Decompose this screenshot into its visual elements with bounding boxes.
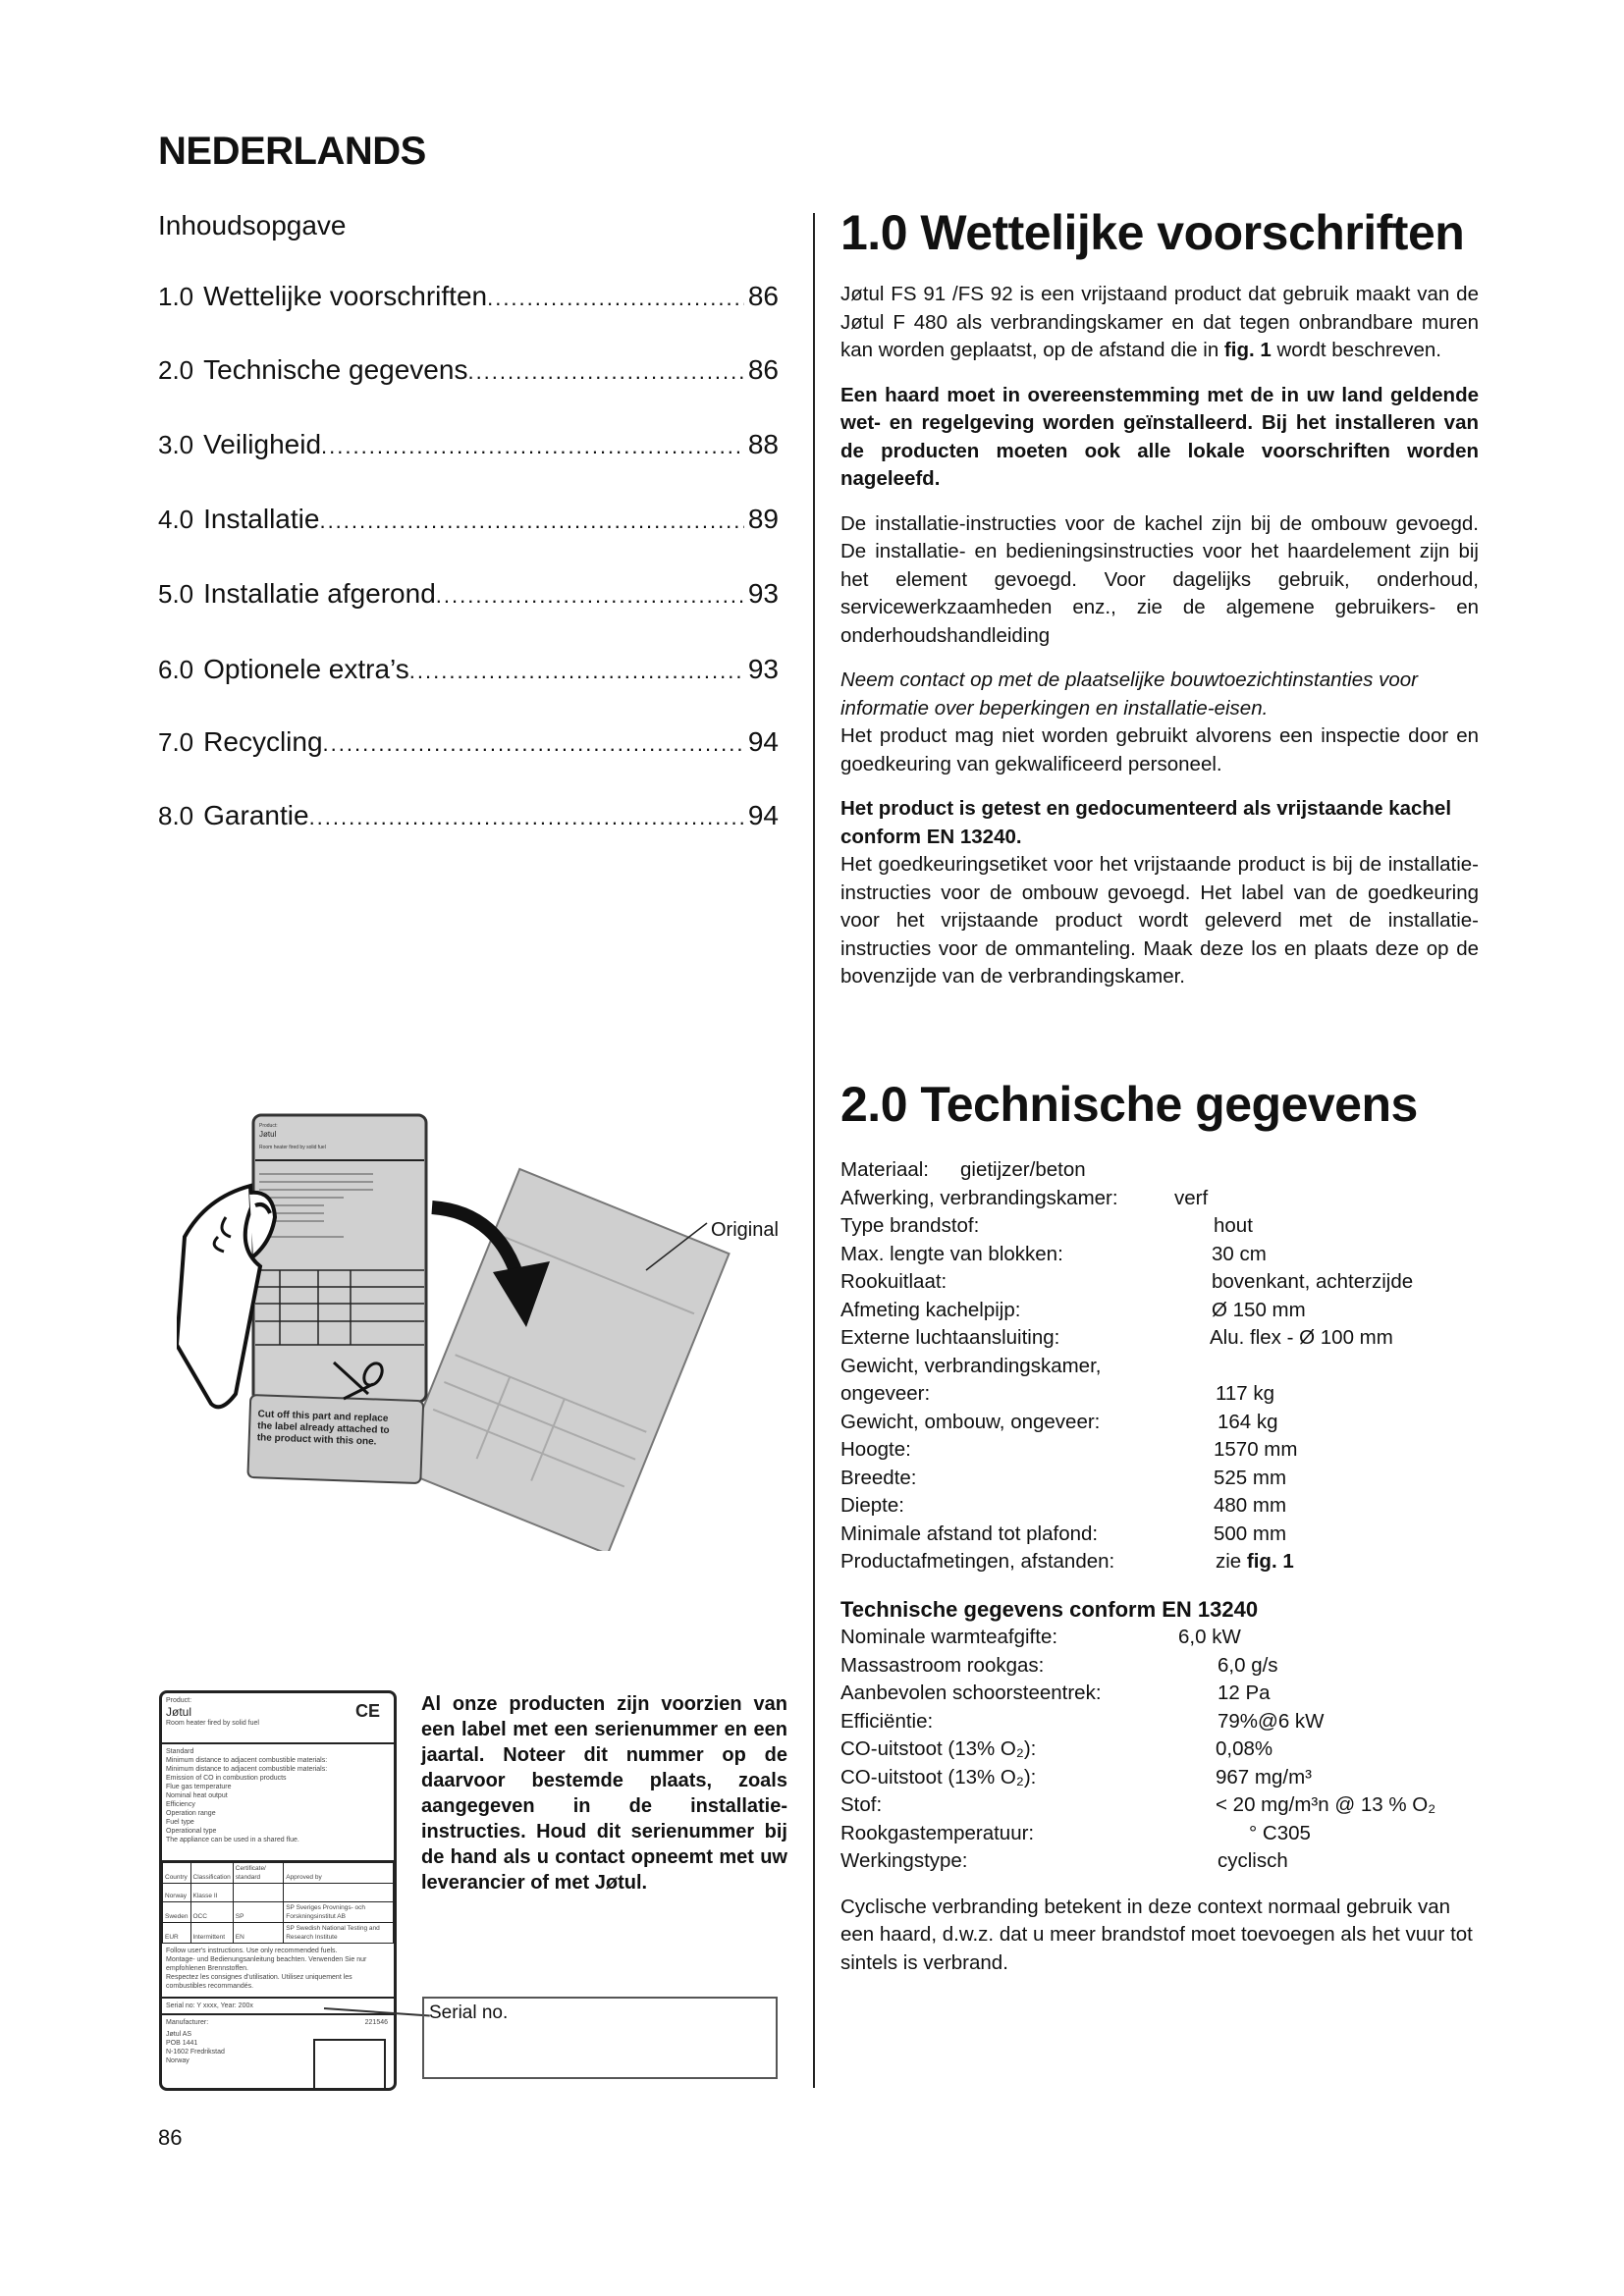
- spec-key: Minimale afstand tot plafond:: [840, 1522, 1099, 1545]
- toc-leader-dots: [319, 508, 743, 534]
- spec-row: [840, 1268, 1479, 1297]
- table-row: [163, 1923, 394, 1944]
- spec-value: Ø 150 mm: [1212, 1298, 1306, 1321]
- spec-value: 79%@6 kW: [1218, 1709, 1325, 1733]
- svg-text:Room heater fired by solid fue: Room heater fired by solid fuel: [259, 1145, 326, 1150]
- label-product: Product:: [166, 1697, 192, 1704]
- spec-key: Rookuitlaat:: [840, 1270, 947, 1293]
- spec-key: CO-uitstoot (13% O₂):: [840, 1737, 1037, 1760]
- table-header-cell: Approved by: [284, 1863, 394, 1884]
- spec-key: Nominale warmteafgifte:: [840, 1626, 1058, 1648]
- spec-value: 30 cm: [1212, 1242, 1267, 1265]
- spec-row: [840, 1324, 1479, 1353]
- spec-value: ° C305: [1249, 1821, 1311, 1844]
- paragraph: [840, 281, 1479, 365]
- table-cell: OCC: [190, 1902, 233, 1923]
- spec-value: 1570 mm: [1214, 1438, 1298, 1461]
- toc-label: Optionele extra’s: [203, 654, 409, 684]
- table-header-cell: Country: [163, 1863, 191, 1884]
- spec-value: 164 kg: [1218, 1410, 1278, 1433]
- toc-label: Installatie afgerond: [203, 578, 436, 609]
- toc-number: 1.0: [158, 282, 194, 311]
- label-line: Jøtul AS: [166, 2031, 192, 2038]
- label-spec-lines: [162, 1744, 394, 1862]
- paragraph-italic: Neem contact op met de plaatselijke bouwtoezichtinstanties voor informatie over beperkingen en installatie-eisen.: [840, 668, 1418, 720]
- spec-key: Stof:: [840, 1793, 883, 1816]
- spec-key: Efficiëntie:: [840, 1709, 934, 1733]
- spec-value: < 20 mg/m³n @ 13 % O₂: [1216, 1793, 1436, 1816]
- spec-row: [840, 1492, 1479, 1521]
- toc-leader-dots: [467, 359, 743, 385]
- figure-reference: fig. 1: [1246, 1550, 1294, 1573]
- label-line: Efficiency: [166, 1801, 195, 1808]
- svg-text:Product:: Product:: [259, 1123, 278, 1129]
- toc-page: 94: [747, 726, 779, 757]
- spec-row: [840, 1791, 1479, 1820]
- spec-key: Productafmetingen, afstanden:: [840, 1550, 1115, 1573]
- spec-row: [840, 1708, 1479, 1736]
- toc-number: 6.0: [158, 655, 194, 684]
- toc-number: 3.0: [158, 430, 194, 459]
- toc-page: 93: [747, 654, 779, 684]
- table-cell: [233, 1884, 283, 1902]
- toc-item-1[interactable]: [158, 281, 779, 312]
- toc-leader-dots: [487, 286, 744, 311]
- paragraph: Het goedkeuringsetiket voor het vrijstaande product is bij de installatie-instructies voor de ombouw gevoegd. Het label van de goedkeuring voor het vrijstaande product wordt geleverd met de installatie-instructies voor de ommanteling. Maak deze los en plaats deze op de bovenzijde van de verbrandingskamer.: [840, 853, 1479, 988]
- spec-key: Gewicht, ombouw, ongeveer:: [840, 1410, 1101, 1433]
- spec-row: [840, 1241, 1479, 1269]
- toc-item-2[interactable]: [158, 354, 779, 386]
- spec-key: Materiaal:: [840, 1158, 930, 1181]
- en13240-heading: Technische gegevens conform EN 13240: [840, 1596, 1259, 1622]
- toc-heading: Inhoudsopgave: [158, 210, 347, 240]
- spec-key: Externe luchtaansluiting:: [840, 1326, 1060, 1349]
- spec-value: cyclisch: [1218, 1849, 1288, 1872]
- label-line: Montage- und Bedienungsanleitung beachten. Verwenden Sie nur empfohlenen Brennstoffen.: [166, 1956, 367, 1972]
- spec-key: Massastroom rookgas:: [840, 1653, 1045, 1677]
- spec-key: Hoogte:: [840, 1438, 911, 1461]
- label-serial-sticker-box: [313, 2039, 386, 2090]
- toc-page: 93: [747, 578, 779, 609]
- toc-item-6[interactable]: [158, 654, 779, 685]
- table-cell: [284, 1884, 394, 1902]
- spec-row: [840, 1624, 1479, 1652]
- toc-page: 86: [747, 354, 779, 385]
- toc-page: 88: [747, 429, 779, 459]
- label-line: Minimum distance to adjacent combustible materials:: [166, 1757, 328, 1764]
- text: Jøtul FS 91 /FS 92 is een vrijstaand product dat gebruik maakt van de Jøtul F 480 als verbrandingskamer en dat tegen onbrandbare muren kan worden geplaatst, op de afstand die in: [840, 283, 1479, 361]
- table-cell: SP Sveriges Provnings- och Forskningsinstitut AB: [284, 1902, 394, 1923]
- label-line: The appliance can be used in a shared flue.: [166, 1837, 299, 1843]
- toc-leader-dots: [436, 583, 744, 609]
- label-brand: Jøtul: [166, 1705, 192, 1719]
- spec-key: ongeveer:: [840, 1382, 931, 1405]
- label-line: Manufacturer:: [166, 2019, 209, 2026]
- table-cell: EN: [233, 1923, 283, 1944]
- spec-key: Breedte:: [840, 1466, 917, 1489]
- toc-page: 94: [747, 800, 779, 830]
- figure-caption-original: Original: [711, 1219, 779, 1241]
- label-line: Fuel type: [166, 1819, 194, 1826]
- section-1-body: [840, 281, 1479, 991]
- spec-value: verf: [1174, 1186, 1209, 1209]
- spec-value: bovenkant, achterzijde: [1212, 1270, 1414, 1293]
- spec-row: [840, 1847, 1479, 1876]
- new-label-graphic: [247, 1115, 426, 1483]
- spec-value: 967 mg/m³: [1216, 1765, 1312, 1789]
- table-cell: Klasse II: [190, 1884, 233, 1902]
- table-cell: Intermittent: [190, 1923, 233, 1944]
- spec-key: Afmeting kachelpijp:: [840, 1298, 1021, 1321]
- table-cell: Sweden: [163, 1902, 191, 1923]
- spec-row: [840, 1297, 1479, 1325]
- label-instructions: [162, 1944, 394, 1999]
- label-line: Minimum distance to adjacent combustible materials:: [166, 1766, 328, 1773]
- product-label-card: [159, 1690, 397, 2091]
- toc-item-3[interactable]: [158, 429, 779, 460]
- toc-leader-dots: [409, 659, 744, 684]
- table-cell: Norway: [163, 1884, 191, 1902]
- spec-key: Rookgastemperatuur:: [840, 1821, 1035, 1844]
- label-description: Room heater fired by solid fuel: [166, 1720, 259, 1727]
- toc-item-7[interactable]: [158, 726, 779, 758]
- toc-label: Installatie: [203, 504, 320, 534]
- language-heading: NEDERLANDS: [158, 130, 426, 173]
- spec-key: Gewicht, verbrandingskamer,: [840, 1354, 1102, 1377]
- ce-mark-icon: CE: [354, 1701, 380, 1721]
- spec-row: [840, 1764, 1479, 1792]
- table-row: [163, 1902, 394, 1923]
- table-header-cell: Classification: [190, 1863, 233, 1884]
- paragraph-bold: Een haard moet in overeenstemming met de in uw land geldende wet- en regelgeving worden geïnstalleerd. Bij het installeren van de producten moeten ook alle lokale voorschriften worden nageleefd.: [840, 383, 1479, 490]
- spec-key: Diepte:: [840, 1494, 904, 1517]
- spec-list: [840, 1156, 1479, 1977]
- original-label-graphic: [399, 1169, 730, 1551]
- spec-value: hout: [1214, 1214, 1253, 1237]
- spec-value: zie: [1216, 1550, 1247, 1573]
- column-divider: [813, 213, 815, 2088]
- toc-leader-dots: [321, 434, 744, 459]
- spec-row: [840, 1380, 1479, 1409]
- toc-number: 8.0: [158, 801, 194, 830]
- toc-page: 89: [747, 504, 779, 534]
- spec-value: 117 kg: [1216, 1382, 1275, 1405]
- label-line: Follow user's instructions. Use only recommended fuels.: [166, 1948, 338, 1954]
- label-approval-table: [162, 1862, 394, 1944]
- spec-row: [840, 1548, 1479, 1576]
- paragraph: De installatie-instructies voor de kachel zijn bij de ombouw gevoegd. De installatie- en bedieningsinstructies voor het haardelement zijn bij het element gevoegd. Voor dagelijks gebruik, onderhoud, servicewerkzaamheden enz., zie de algemene gebruikers- en onderhoudshandleiding: [840, 511, 1479, 647]
- spec-row: [840, 1212, 1479, 1241]
- spec-key: Aanbevolen schoorsteentrek:: [840, 1682, 1102, 1704]
- toc-number: 4.0: [158, 505, 194, 534]
- toc-label: Veiligheid: [203, 429, 322, 459]
- toc-item-4[interactable]: [158, 504, 779, 535]
- spec-value: 6,0 g/s: [1218, 1653, 1278, 1677]
- spec-key: Type brandstof:: [840, 1214, 980, 1237]
- section-1-title: 1.0 Wettelijke voorschriften: [840, 205, 1465, 260]
- paragraph-bold: Het product is getest en gedocumenteerd als vrijstaande kachel conform EN 13240.: [840, 797, 1452, 848]
- page-number: 86: [158, 2125, 183, 2150]
- toc-leader-dots: [309, 805, 744, 830]
- toc-number: 7.0: [158, 727, 194, 757]
- spec-key: Max. lengte van blokken:: [840, 1242, 1063, 1265]
- spec-value: 6,0 kW: [1178, 1626, 1241, 1648]
- spec-value: 525 mm: [1214, 1466, 1287, 1489]
- spec-row: [840, 1820, 1479, 1848]
- spec-row: [840, 1735, 1479, 1764]
- toc-number: 5.0: [158, 579, 194, 609]
- toc-item-8[interactable]: [158, 800, 779, 831]
- label-line: Flue gas temperature: [166, 1784, 232, 1790]
- serial-number-label: Serial no.: [429, 2002, 509, 2023]
- label-header: [162, 1693, 394, 1744]
- spec-value: 12 Pa: [1218, 1682, 1271, 1704]
- text: wordt beschreven.: [1271, 339, 1441, 361]
- toc-number: 2.0: [158, 355, 194, 385]
- serial-number-note: Al onze producten zijn voorzien van een label met een serienummer en een jaartal. Noteer dit nummer op de daarvoor bestemde plaats, zoals aangegeven in de installatie-instructies. Houd dit serienummer bij de hand als u contact opneemt met uw leverancier of met Jøtul.: [421, 1693, 787, 1894]
- figure-reference: fig. 1: [1223, 339, 1272, 361]
- label-code: 221546: [364, 2019, 388, 2026]
- spec-value: 500 mm: [1214, 1522, 1287, 1545]
- spec-value: 0,08%: [1216, 1737, 1273, 1760]
- label-replacement-illustration: [177, 1099, 805, 1551]
- toc-page: 86: [747, 281, 779, 311]
- spec-row: [840, 1409, 1479, 1437]
- spec-row: [840, 1521, 1479, 1549]
- spec-value: 480 mm: [1214, 1494, 1287, 1517]
- label-line: Operation range: [166, 1810, 216, 1817]
- label-line: Nominal heat output: [166, 1792, 228, 1799]
- spec-row: [840, 1465, 1479, 1493]
- table-cell: EUR: [163, 1923, 191, 1944]
- table-cell: SP: [233, 1902, 283, 1923]
- spec-value: gietijzer/beton: [960, 1158, 1086, 1181]
- table-cell: SP Swedish National Testing and Research Institute: [284, 1923, 394, 1944]
- svg-text:Jøtul: Jøtul: [259, 1130, 277, 1139]
- label-line: Norway: [166, 2057, 189, 2064]
- spec-row: [840, 1436, 1479, 1465]
- toc-item-5[interactable]: [158, 578, 779, 610]
- label-manufacturer: [162, 2015, 394, 2100]
- label-line: Respectez les consignes d'utilisation. Utilisez uniquement les combustibles recommandés.: [166, 1974, 352, 1990]
- toc-leader-dots: [323, 731, 744, 757]
- spec-key: Werkingstype:: [840, 1849, 968, 1872]
- table-row: [163, 1884, 394, 1902]
- spec-key: Afwerking, verbrandingskamer:: [840, 1186, 1118, 1209]
- label-line: POB 1441: [166, 2040, 198, 2047]
- toc-label: Wettelijke voorschriften: [203, 281, 488, 311]
- label-line: Emission of CO in combustion products: [166, 1775, 287, 1782]
- toc-label: Garantie: [203, 800, 309, 830]
- label-serial-line: Serial no: Y xxxx, Year: 200x: [162, 1999, 394, 2015]
- toc-label: Recycling: [203, 726, 323, 757]
- label-line: Standard: [166, 1748, 194, 1755]
- section-2-title: 2.0 Technische gegevens: [840, 1077, 1418, 1132]
- cut-instruction-text: Cut off this part and replace the label already attached to the product with this one.: [256, 1409, 390, 1448]
- spec-row: [840, 1652, 1479, 1681]
- label-line: N-1602 Fredrikstad: [166, 2049, 225, 2056]
- table-header-row: [163, 1863, 394, 1884]
- spec-value: Alu. flex - Ø 100 mm: [1210, 1326, 1393, 1349]
- cyclic-note: Cyclische verbranding betekent in deze context normaal gebruik van een haard, d.w.z. dat u meer brandstof moet toevoegen als het vuur tot sintels is verbrand.: [840, 1895, 1473, 1974]
- spec-row: [840, 1185, 1479, 1213]
- spec-row: [840, 1353, 1479, 1381]
- label-line: Operational type: [166, 1828, 217, 1835]
- spec-row: [840, 1156, 1479, 1185]
- toc-label: Technische gegevens: [203, 354, 468, 385]
- table-header-cell: Certificate/ standard: [233, 1863, 283, 1884]
- spec-key: CO-uitstoot (13% O₂):: [840, 1765, 1037, 1789]
- spec-row: [840, 1680, 1479, 1708]
- paragraph: Het product mag niet worden gebruikt alvorens een inspectie door en goedkeuring van gekwalificeerd personeel.: [840, 724, 1479, 775]
